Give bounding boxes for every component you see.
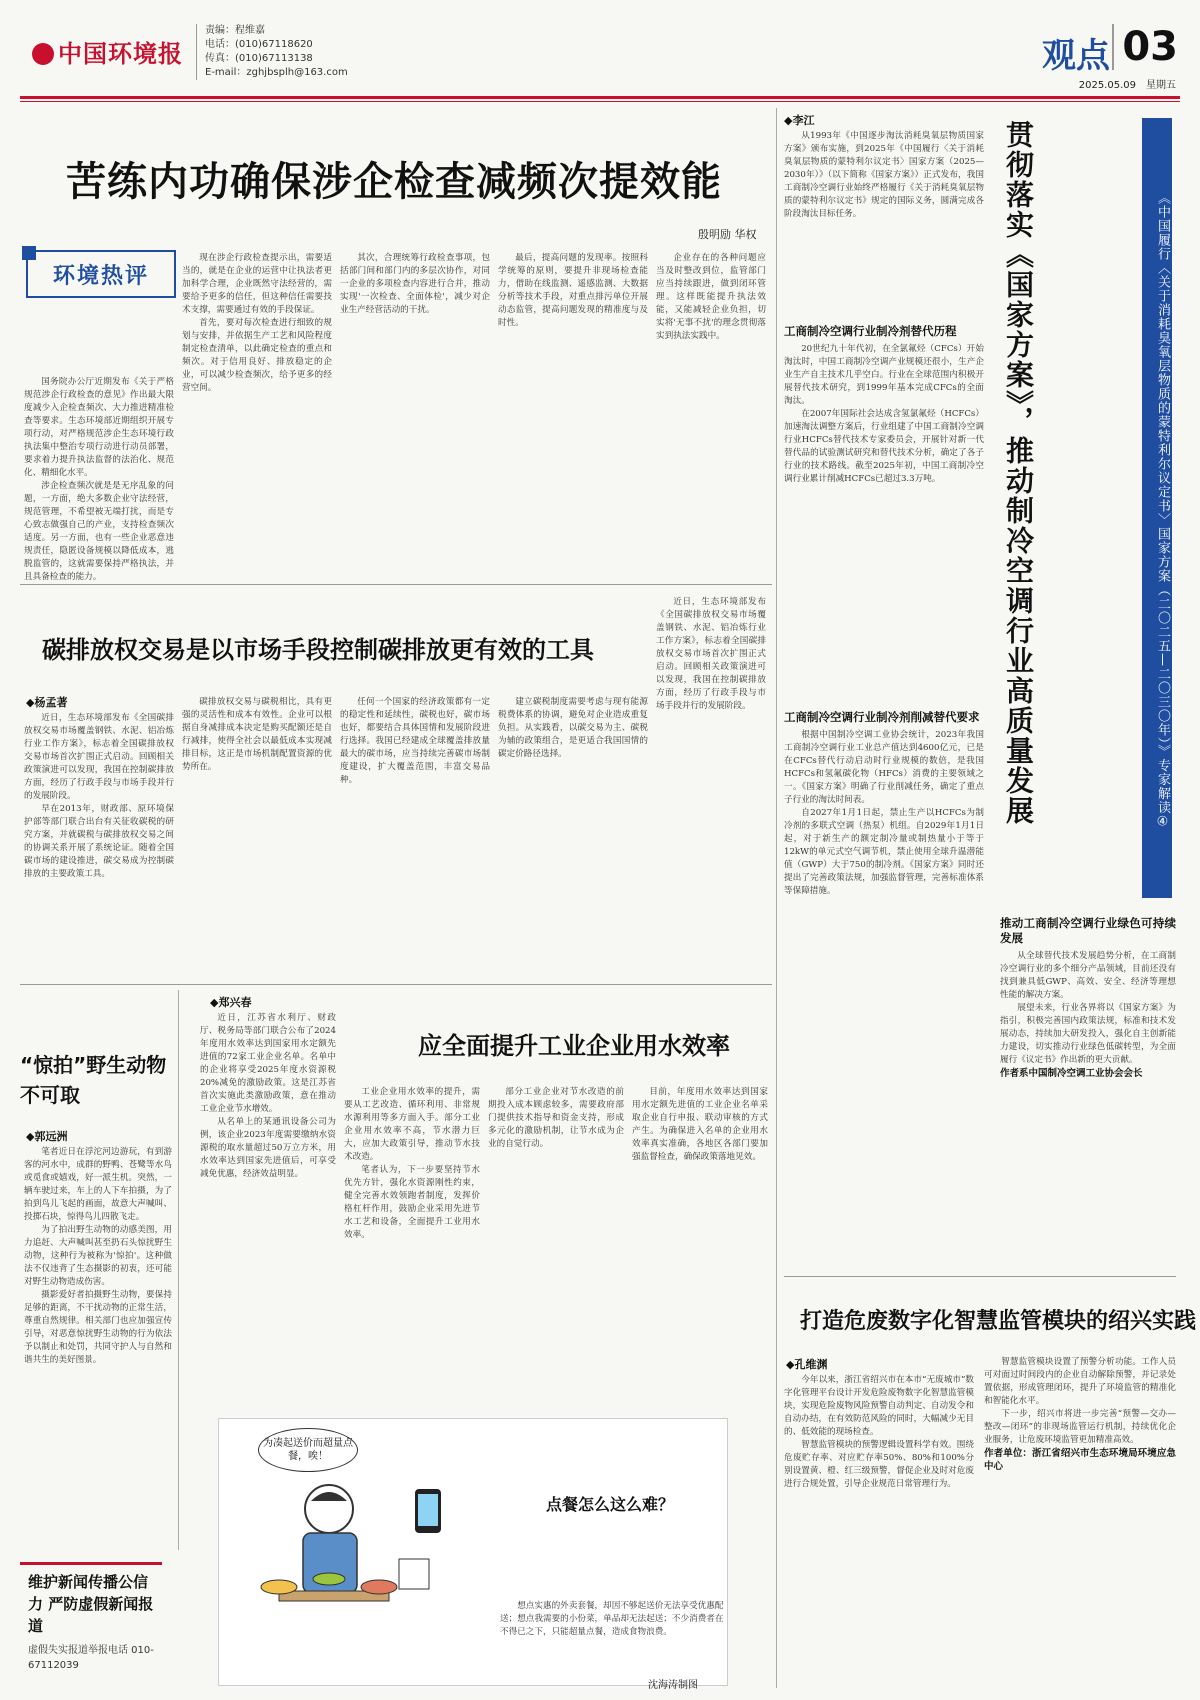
series-tag: 《中国履行〈关于消耗臭氧层物质的蒙特利尔议定书〉国家方案（二〇二五—二〇三〇年）》专家解读④ — [1142, 118, 1172, 898]
article3-col1 — [200, 1012, 336, 1410]
article3-paragraph: 笔者认为，下一步要坚持节水优先方针，强化水资源刚性约束，健全完善水效领跑者制度，发挥价格杠杆作用，鼓励企业采用先进节水工艺和设备，全面提升工业用水效率。 — [344, 1165, 480, 1240]
article5-subheading: 推动工商制冷空调行业绿色可持续发展 — [1000, 916, 1176, 945]
article6-col2 — [984, 1356, 1176, 1686]
article5-headline: 贯彻落实《国家方案》，推动制冷空调行业高质量发展 — [1002, 120, 1035, 826]
article6-headline: 打造危废数字化智慧监管模块的绍兴实践 — [800, 1309, 1197, 1334]
article5-intro-col — [784, 130, 984, 310]
article5-paragraph: 从全球替代技术发展趋势分析，在工商制冷空调行业的多个细分产品领域，目前还没有找到兼具低GWP、高效、安全、经济等理想性能的解决方案。 — [1000, 951, 1176, 1000]
section-title: 观点 — [1042, 36, 1110, 76]
article6-paragraph: 下一步，绍兴市将进一步完善“预警—交办—整改—闭环”的非现场监管运行机制，持续优化企业服务，让危废环境监管更加精准高效。 — [984, 1409, 1176, 1445]
column-tag-badge: 环境热评 — [26, 250, 176, 298]
article2-col5 — [656, 596, 766, 972]
divider — [20, 584, 772, 585]
notice-box — [20, 1562, 162, 1682]
article2-paragraph: 近日，生态环境部发布《全国碳排放权交易市场覆盖钢铁、水泥、铝冶炼行业工作方案》，标志着全国碳排放权交易市场首次扩围正式启动。回顾相关政策演进可以发现，我国在控制碳排放方面，经历了行政手段与市场手段并行的发展阶段。 — [24, 713, 174, 801]
article5-section3 — [1000, 910, 1176, 1262]
notice-hotline: 虚假失实报道举报电话 010-67112039 — [28, 1645, 154, 1671]
article1-paragraph: 最后，提高问题的发现率。按照科学统筹的原则，要提升非现场检查能力，借助在线监测、遥感监测、大数据分析等技术手段，对重点排污单位开展动态监管，提高问题发现的精准度与及时性。 — [498, 253, 648, 328]
article3-paragraph: 工业企业用水效率的提升，需要从工艺改造、循环利用、非常规水源利用等多方面入手。部分工业企业用水效率不高，节水潜力巨大，应加大政策引导，推动节水技术改造。 — [344, 1087, 480, 1162]
editor-line: 责编：程维嘉 — [205, 25, 265, 36]
article6-col1 — [784, 1374, 974, 1686]
article6-author: ◆孔维渊 — [786, 1358, 828, 1371]
article1-col1 — [24, 376, 174, 582]
article6-author-note: 作者单位：浙江省绍兴市生态环境局环境应急中心 — [984, 1448, 1176, 1472]
article5-intro: 从1993年《中国逐步淘汰消耗臭氧层物质国家方案》颁布实施，到2025年《中国履行〈关于消耗臭氧层物质的蒙特利尔议定书〉国家方案（2025—2030年）》（以下简称《国家方案》）正式发布，我国工商制冷空调行业始终严格履行《关于消耗臭氧层物质的蒙特利尔议定书》规定的国际义务，圆满完成各阶段淘汰目标任务。 — [784, 131, 984, 219]
article5-section1 — [784, 318, 984, 698]
article5-author: ◆李江 — [784, 114, 815, 127]
article4-paragraph: 摄影爱好者拍摄野生动物，要保持足够的距离，不干扰动物的正常生活，尊重自然规律。相关部门也应加强宣传引导，对恶意惊扰野生动物的行为依法予以制止和处罚，共同守护人与自然和谐共生的美好图景。 — [24, 1290, 172, 1365]
article4-paragraph: 为了拍出野生动物的动感美图，用力追赶、大声喊叫甚至扔石头惊扰野生动物，这种行为被称为'惊拍'。这种做法不仅违背了生态摄影的初衷，还可能对野生动物造成伤害。 — [24, 1225, 172, 1287]
article1-paragraph: 涉企检查频次就是是无序乱象的问题，一方面，绝大多数企业守法经营，规范管理，不希望被无端打扰，而是专心致志做强自己的产业，支持检查频次适度。另一方面，也有一些企业恶意违规责任，隐匿设备规模以降低成本，逃脱监管的，这就需要保持严格执法，并且具备检查的能力。 — [24, 481, 174, 582]
article1-col4 — [498, 252, 648, 572]
column-divider — [776, 108, 777, 1688]
article4-headline: “惊拍”野生动物不可取 — [20, 1053, 167, 1107]
cartoon-credit: 沈海涛制图 — [648, 1680, 698, 1691]
article2-headline: 碳排放权交易是以市场手段控制碳排放更有效的工具 — [42, 636, 594, 664]
article2-col4 — [498, 696, 648, 972]
phone-line: 电话：(010)67118620 — [205, 39, 313, 50]
publication-date: 2025.05.09 星期五 — [1078, 80, 1176, 91]
article2-paragraph: 早在2013年，财政部、原环境保护部等部门联合出台有关征收碳税的研究方案，并就碳税与碳排放权交易之间的协调关系开展了系统论证。随着全国碳市场的建设推进，碳交易成为控制碳排放的主要政策工具。 — [24, 804, 174, 879]
page-number: 03 — [1112, 24, 1178, 70]
article5-subheading: 工商制冷空调行业制冷剂削减替代要求 — [784, 710, 980, 724]
article1-paragraph: 现在涉企行政检查提示出，需要适当的，就是在企业的运营中让执法者更加科学合理，企业既然守法经营的，需要给予更多的信任，但这种信任需要技术支撑，需要通过有效的手段保证。 — [182, 253, 332, 315]
article2-col3 — [340, 696, 490, 972]
article3-headline: 应全面提升工业企业用水效率 — [418, 1032, 730, 1060]
masthead-rule — [20, 96, 1180, 99]
article3-author: ◆郑兴春 — [210, 996, 252, 1009]
article2-col1 — [24, 712, 174, 972]
article5-paragraph: 展望未来，行业各界将以《国家方案》为指引，积极完善国内政策法规，标准和技术发展动态，持续加大研发投入，强化自主创新能力建设，切实推动行业绿色低碳转型，为全面履行《议定书》作出新的更大贡献。 — [1000, 1003, 1176, 1065]
article1-byline: 殷明励 华权 — [698, 228, 757, 241]
article3-paragraph: 部分工业企业对节水改造的前期投入成本顾虑较多，需要政府部门提供技术指导和资金支持，形成多元化的激励机制，让节水成为企业的自觉行动。 — [488, 1087, 624, 1149]
article6-paragraph: 智慧监管模块的预警逻辑设置科学有效。围绕危废贮存率、对应贮存率50%、80%和100%分别设置黄、橙、红三级预警，督促企业及时对危废进行合规处置，引导企业规范日常管理行为。 — [784, 1440, 974, 1489]
article1-col5 — [656, 252, 766, 572]
article3-paragraph: 目前，年度用水效率达到国家用水定额先进值的工业企业名单采取企业自行申报、联动审核的方式产生。为确保进入名单的企业用水效率真实准确，各地区各部门要加强监督检查，确保政策落地见效。 — [632, 1087, 768, 1162]
article3-col3 — [488, 1086, 624, 1410]
article1-paragraph: 企业存在的各种问题应当及时整改到位，监管部门应当持续跟进，做到闭环管理。这样既能提升执法效能，又能减轻企业负担，切实将'无事不扰'的理念贯彻落实到执法实践中。 — [656, 253, 766, 341]
editor-info — [196, 24, 348, 80]
article3-paragraph: 近日，江苏省水利厅、财政厅、税务局等部门联合公布了2024年度用水效率达到国家用水定额先进值的72家工业企业名单。名单中的企业将享受2025年度水资源税20%减免的激励政策。这是江苏省首次实施此类激励政策，意在推动工业企业节水增效。 — [200, 1013, 336, 1114]
divider — [20, 984, 772, 985]
fax-line: 传真：(010)67113138 — [205, 53, 313, 64]
email-line: E-mail：zghjbsplh@163.com — [205, 67, 348, 78]
article1-col3 — [340, 252, 490, 572]
divider — [784, 1276, 1176, 1277]
speech-bubble: 为凑起送价而超量点餐，唉！ — [258, 1428, 358, 1472]
cartoon-caption: 点餐怎么这么难？ — [546, 1495, 675, 1514]
article6-paragraph: 今年以来，浙江省绍兴市在本市“无废城市”数字化管理平台设计开发危险废物数字化智慧监管模块，实现危险废物风险预警自动判定、自动发令和自动办结，在有效防范风险的同时，大幅减少无目的、低效能的现场检查。 — [784, 1375, 974, 1437]
article5-section2 — [784, 704, 984, 1256]
article2-paragraph: 碳排放权交易与碳税相比，具有更强的灵活性和成本有效性。企业可以根据自身减排成本决定是购买配额还是自行减排，使得全社会以最低成本实现减排目标，这正是市场机制配置资源的优势所在。 — [182, 697, 332, 772]
article3-col2 — [344, 1086, 480, 1410]
notice-title: 维护新闻传播公信力 严防虚假新闻报道 — [28, 1573, 154, 1635]
article5-paragraph: 在2007年国际社会达成含氢氯氟烃（HCFCs）加速淘汰调整方案后，行业组建了中国工商制冷空调行业HCFCs替代技术专家委员会，开展针对新一代替代品的试验测试研究和替代技术分析，确定了各子行业的技术路线。截至2025年初，中国工商制冷空调行业累计削减HCFCs已超过3.3万吨。 — [784, 409, 984, 484]
article5-paragraph: 20世纪九十年代初，在全氯氟烃（CFCs）开始淘汰时，中国工商制冷空调产业规模还很小，生产企业生产自主技术几乎空白。行业在全球范围内积极开展替代技术研究，到1999年基本完成CFCs的全面淘汰。 — [784, 344, 984, 406]
article5-paragraph: 根据中国制冷空调工业协会统计，2023年我国工商制冷空调行业工业总产值达到4600亿元，已是在CFCs替代行动启动时行业规模的数倍，是我国HCFCs和氢氟碳化物（HFCs）消费的主要领域之一。《国家方案》明确了行业削减任务，确定了重点子行业的淘汰时间表。 — [784, 730, 984, 805]
article6-paragraph: 智慧监管模块设置了预警分析功能。工作人员可对面过时间段内的企业自动解除预警，并记录处置依据，形成管理闭环，提升了环境监管的精准化和智能化水平。 — [984, 1357, 1176, 1406]
article4-author: ◆郭远洲 — [26, 1130, 68, 1143]
logo-icon — [32, 43, 54, 65]
article5-paragraph: 自2027年1月1日起，禁止生产以HCFCs为制冷剂的多联式空调（热泵）机组。自2029年1月1日起，对于新生产的额定制冷量或制热量小于等于12kW的单元式空气调节机，禁止使用全球升温潜能值（GWP）大于750的制冷剂。《国家方案》同时还提出了完善政策法规，加强监督管理，完善标准体系等保障措施。 — [784, 808, 984, 896]
column-divider — [178, 990, 179, 1550]
article4-col — [24, 1146, 172, 1550]
article5-subheading: 工商制冷空调行业制冷剂替代历程 — [784, 324, 957, 338]
article2-col2 — [182, 696, 332, 972]
article1-headline: 苦练内功确保涉企检查减频次提效能 — [66, 159, 722, 205]
article3-paragraph: 从名单上的某通讯设备公司为例，该企业2023年度需要缴纳水资源税的取水量超过50万立方米，用水效率达到国家先进值后，可享受减免优惠，经济效益明显。 — [200, 1117, 336, 1179]
article1-paragraph: 首先，要对每次检查进行细致的规划与安排，并依据生产工艺和风险程度制定检查清单，以此确定检查的重点和频次。对于信用良好、排放稳定的企业，可以减少检查频次，给予更多的经营空间。 — [182, 318, 332, 393]
article2-paragraph: 任何一个国家的经济政策都有一定的稳定性和延续性，碳税也好，碳市场也好，都要结合具体国情和发展阶段进行选择。我国已经建成全球覆盖排放量最大的碳市场，应当持续完善碳市场制度建设，扩大覆盖范围，丰富交易品种。 — [340, 697, 490, 785]
newspaper-logo: 中国环境报 — [32, 34, 183, 69]
article2-paragraph: 近日，生态环境部发布《全国碳排放权交易市场覆盖钢铁、水泥、铝冶炼行业工作方案》，标志着全国碳排放权交易市场首次扩围正式启动。回顾相关政策演进可以发现，我国在控制碳排放方面，经历了行政手段与市场手段并行的发展阶段。 — [656, 597, 766, 711]
cartoon-text: 想点实惠的外卖套餐，却因不够起送价无法享受优惠配送；想点我需要的小份菜，单品却无法起送；不少消费者在不得已之下，只能超量点餐，造成食物浪费。 — [500, 1601, 724, 1637]
article2-paragraph: 建立碳税制度需要考虑与现有能源税费体系的协调，避免对企业造成重复负担。从实践看，以碳交易为主、碳税为辅的政策组合，是更适合我国国情的碳定价路径选择。 — [498, 697, 648, 759]
article1-col2 — [182, 252, 332, 572]
masthead-rule-thin — [20, 101, 1180, 102]
article4-paragraph: 笔者近日在浮沱河边游玩，有到游客的河水中，成群的野鸭、苍鹭等水鸟或觅食或嬉戏，好一派生机。突然，一辆车驶过来，车上的人下车拍摄，为了拍到鸟儿飞起的画面，故意大声喊叫、投掷石块，惊得鸟儿四散飞走。 — [24, 1147, 172, 1222]
article1-paragraph: 其次，合理统筹行政检查事项，包括部门间和部门内的多层次协作，对同一企业的多项检查内容进行合并，推动实现'一次检查、全面体检'，减少对企业生产经营活动的干扰。 — [340, 253, 490, 315]
article1-paragraph: 国务院办公厅近期发布《关于严格规范涉企行政检查的意见》作出最大限度减少入企检查频次、大力推进精准检查等要求。生态环境部近期组织开展专项行动，对严格规范涉企生态环境行政执法集中整治专项行动进行动员部署，要求着力提升执法监督的法治化、规范化、精细化水平。 — [24, 377, 174, 478]
article5-author-note: 作者系中国制冷空调工业协会会长 — [1000, 1068, 1143, 1079]
article3-col4 — [632, 1086, 768, 1410]
masthead — [20, 18, 1180, 94]
article2-author: ◆杨孟著 — [26, 696, 68, 709]
